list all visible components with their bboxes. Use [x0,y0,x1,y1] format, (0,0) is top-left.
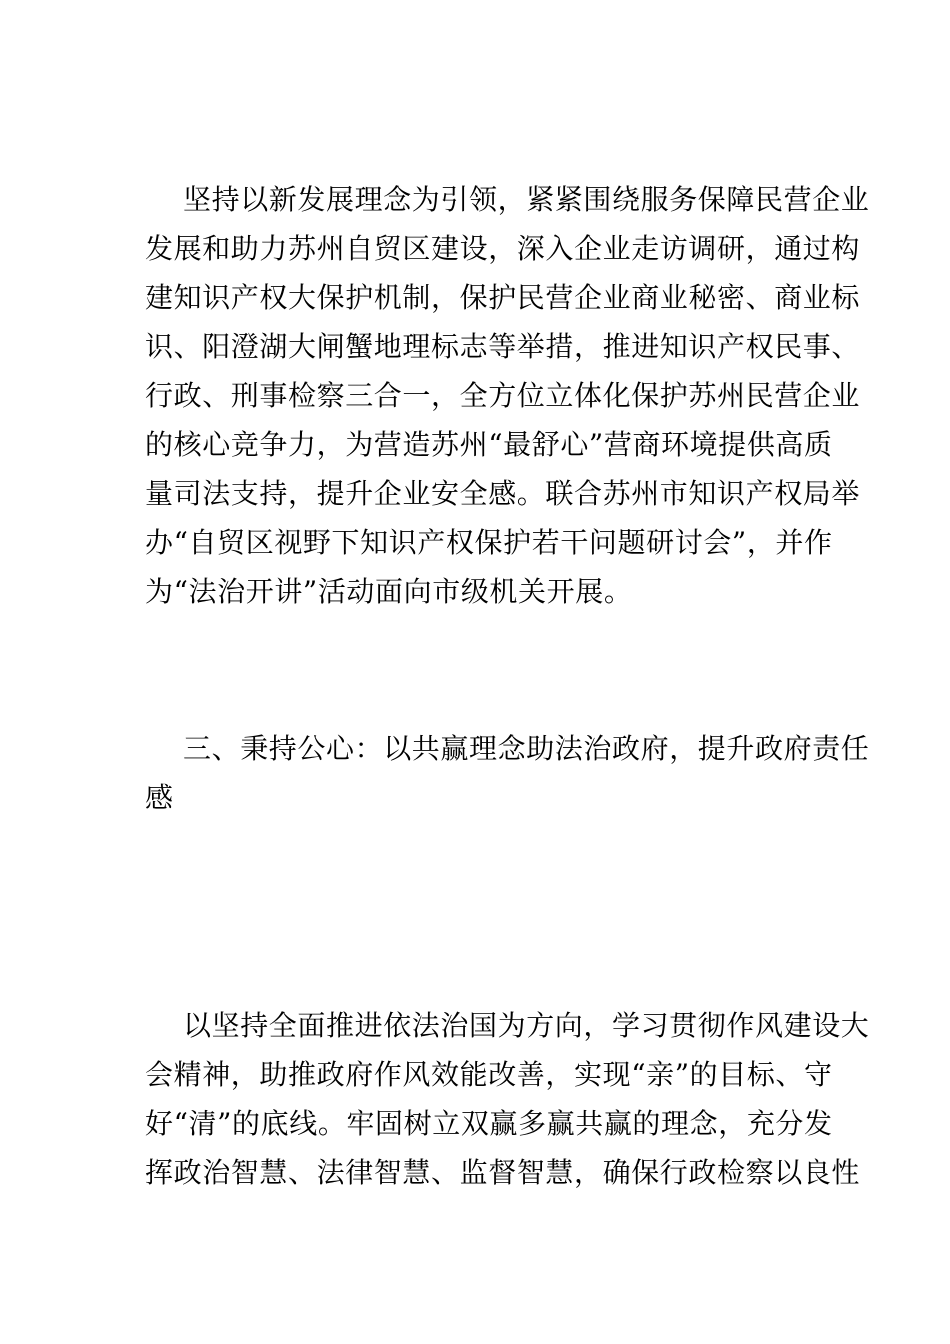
text-line: 好“清”的底线。牢固树立双赢多赢共赢的理念，充分发 [145,1107,833,1140]
text-line: 挥政治智慧、法律智慧、监督智慧，确保行政检察以良性 [145,1156,861,1189]
section-heading [145,724,870,822]
text-line: 识、阳澄湖大闸蟹地理标志等举措，推进知识产权民事、 [145,330,861,363]
text-line: 行政、刑事检察三合一，全方位立体化保护苏州民营企业 [145,379,861,412]
text-line: 办“自贸区视野下知识产权保护若干问题研讨会”，并作 [145,526,833,559]
text-line: 量司法支持，提升企业安全感。联合苏州市知识产权局举 [145,477,861,510]
text-line: 为“法治开讲”活动面向市级机关开展。 [145,575,633,608]
heading-line: 三、秉持公心：以共赢理念助法治政府，提升政府责任 [183,732,870,765]
text-line: 建知识产权大保护机制，保护民营企业商业秘密、商业标 [145,281,861,314]
text-line: 的核心竞争力，为营造苏州“最舒心”营商环境提供高质 [145,428,833,461]
text-line: 以坚持全面推进依法治国为方向，学习贯彻作风建设大 [183,1009,870,1042]
text-line: 会精神，助推政府作风效能改善，实现“亲”的目标、守 [145,1058,833,1091]
body-paragraph [145,175,870,616]
body-paragraph [145,1001,870,1197]
text-line: 坚持以新发展理念为引领，紧紧围绕服务保障民营企业 [183,183,870,216]
text-line: 发展和助力苏州自贸区建设，深入企业走访调研，通过构 [145,232,861,265]
heading-line: 感 [145,781,174,814]
